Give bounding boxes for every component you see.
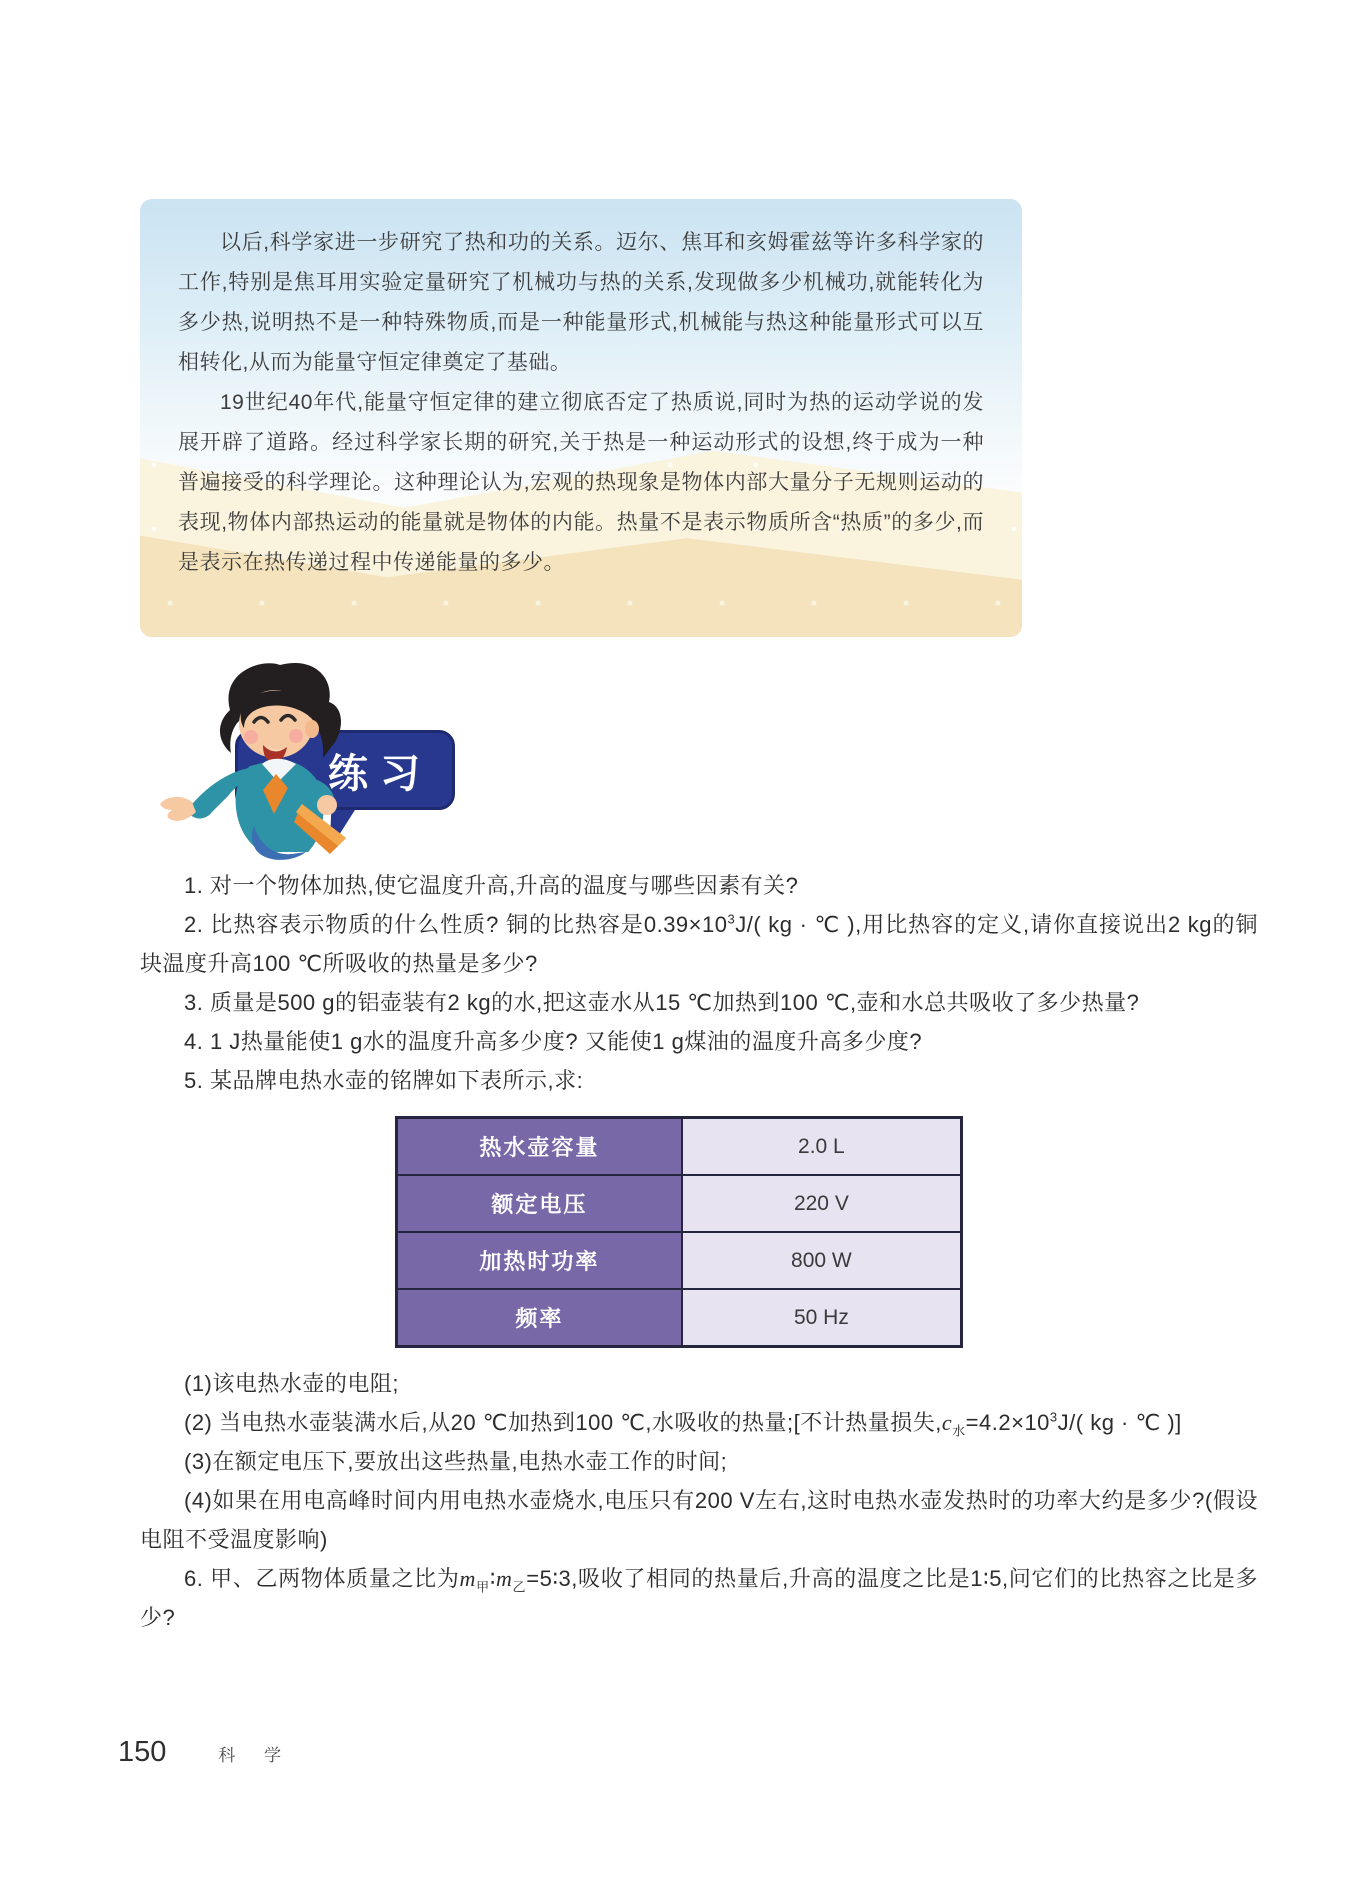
mascot-boy-icon: [150, 656, 400, 886]
table-row: [397, 1289, 962, 1347]
exercise-questions: [140, 866, 1258, 1637]
spec-value: 2.0 L: [682, 1118, 962, 1176]
page-footer: [118, 1736, 293, 1769]
reading-highlight-box: [140, 199, 1022, 637]
questions-top-list: [140, 866, 1258, 1100]
table-row: [397, 1232, 962, 1289]
question-text: (4)如果在用电高峰时间内用电热水壶烧水,电压只有200 V左右,这时电热水壶发热时的功率大约是多少?(假设电阻不受温度影响): [140, 1488, 1258, 1552]
reading-paragraph: 19世纪40年代,能量守恒定律的建立彻底否定了热质说,同时为热的运动学说的发展开辟了道路。经过科学家长期的研究,关于热是一种运动形式的设想,终于成为一种普遍接受的科学理论。这种理论认为,宏观的热现象是物体内部大量分子无规则运动的表现,物体内部热运动的能量就是物体的内能。热量不是表示物质所含“热质”的多少,而是表示在热传递过程中传递能量的多少。: [178, 391, 984, 574]
table-row: [397, 1175, 962, 1232]
kettle-nameplate-table: [395, 1116, 963, 1348]
reading-box-text: [140, 199, 1022, 583]
footer-subject-label: 科 学: [218, 1746, 294, 1765]
question-text: (3)在额定电压下,要放出这些热量,电热水壶工作的时间;: [184, 1449, 728, 1474]
exercise-header: [150, 656, 580, 886]
spec-value: 220 V: [682, 1175, 962, 1232]
spec-label: 频率: [397, 1289, 682, 1347]
reading-paragraph: 以后,科学家进一步研究了热和功的关系。迈尔、焦耳和亥姆霍兹等许多科学家的工作,特别是焦耳用实验定量研究了机械功与热的关系,发现做多少机械功,就能转化为多少热,说明热不是一种特殊物质,而是一种能量形式,机械能与热这种能量形式可以互相转化,从而为能量守恒定律奠定了基础。: [178, 231, 984, 374]
question-text: 2. 比热容表示物质的什么性质? 铜的比热容是$0.39\times 10^3J/$( kg · ℃ ),用比热容的定义,请你直接说出2 kg的铜块温度升高100 ℃所吸收的热量是多少?: [140, 911, 1258, 976]
question-text: 3. 质量是500 g的铝壶装有2 kg的水,把这壶水从15 ℃加热到100 ℃,壶和水总共吸收了多少热量?: [184, 990, 1140, 1015]
question-text: 5. 某品牌电热水壶的铭牌如下表所示,求:: [184, 1068, 584, 1093]
spec-value: 50 Hz: [682, 1289, 962, 1347]
spec-label: 热水壶容量: [397, 1118, 682, 1176]
spec-label: 加热时功率: [397, 1232, 682, 1289]
spec-label: 额定电压: [397, 1175, 682, 1232]
question-text: (1)该电热水壶的电阻;: [184, 1371, 400, 1396]
page-number: 150: [118, 1736, 167, 1768]
question-text: 1. 对一个物体加热,使它温度升高,升高的温度与哪些因素有关?: [184, 873, 799, 898]
question-text: 4. 1 J热量能使1 g水的温度升高多少度? 又能使1 g煤油的温度升高多少度?: [184, 1029, 923, 1054]
nameplate-table-wrap: [395, 1116, 1258, 1348]
questions-bottom-list: [140, 1364, 1258, 1637]
table-row: [397, 1118, 962, 1176]
question-text: 6. 甲、乙两物体质量之比为$m_甲∶m_乙=5∶3$,吸收了相同的热量后,升高的温度之比是1∶5,问它们的比热容之比是多少?: [140, 1566, 1258, 1630]
spec-value: 800 W: [682, 1232, 962, 1289]
question-text: (2) 当电热水壶装满水后,从20 ℃加热到100 ℃,水吸收的热量;[不计热量损失$,c_水=4.2\times 10^3J/$( kg · ℃ )]: [184, 1409, 1182, 1439]
practice-badge-label: 练习: [328, 751, 432, 796]
